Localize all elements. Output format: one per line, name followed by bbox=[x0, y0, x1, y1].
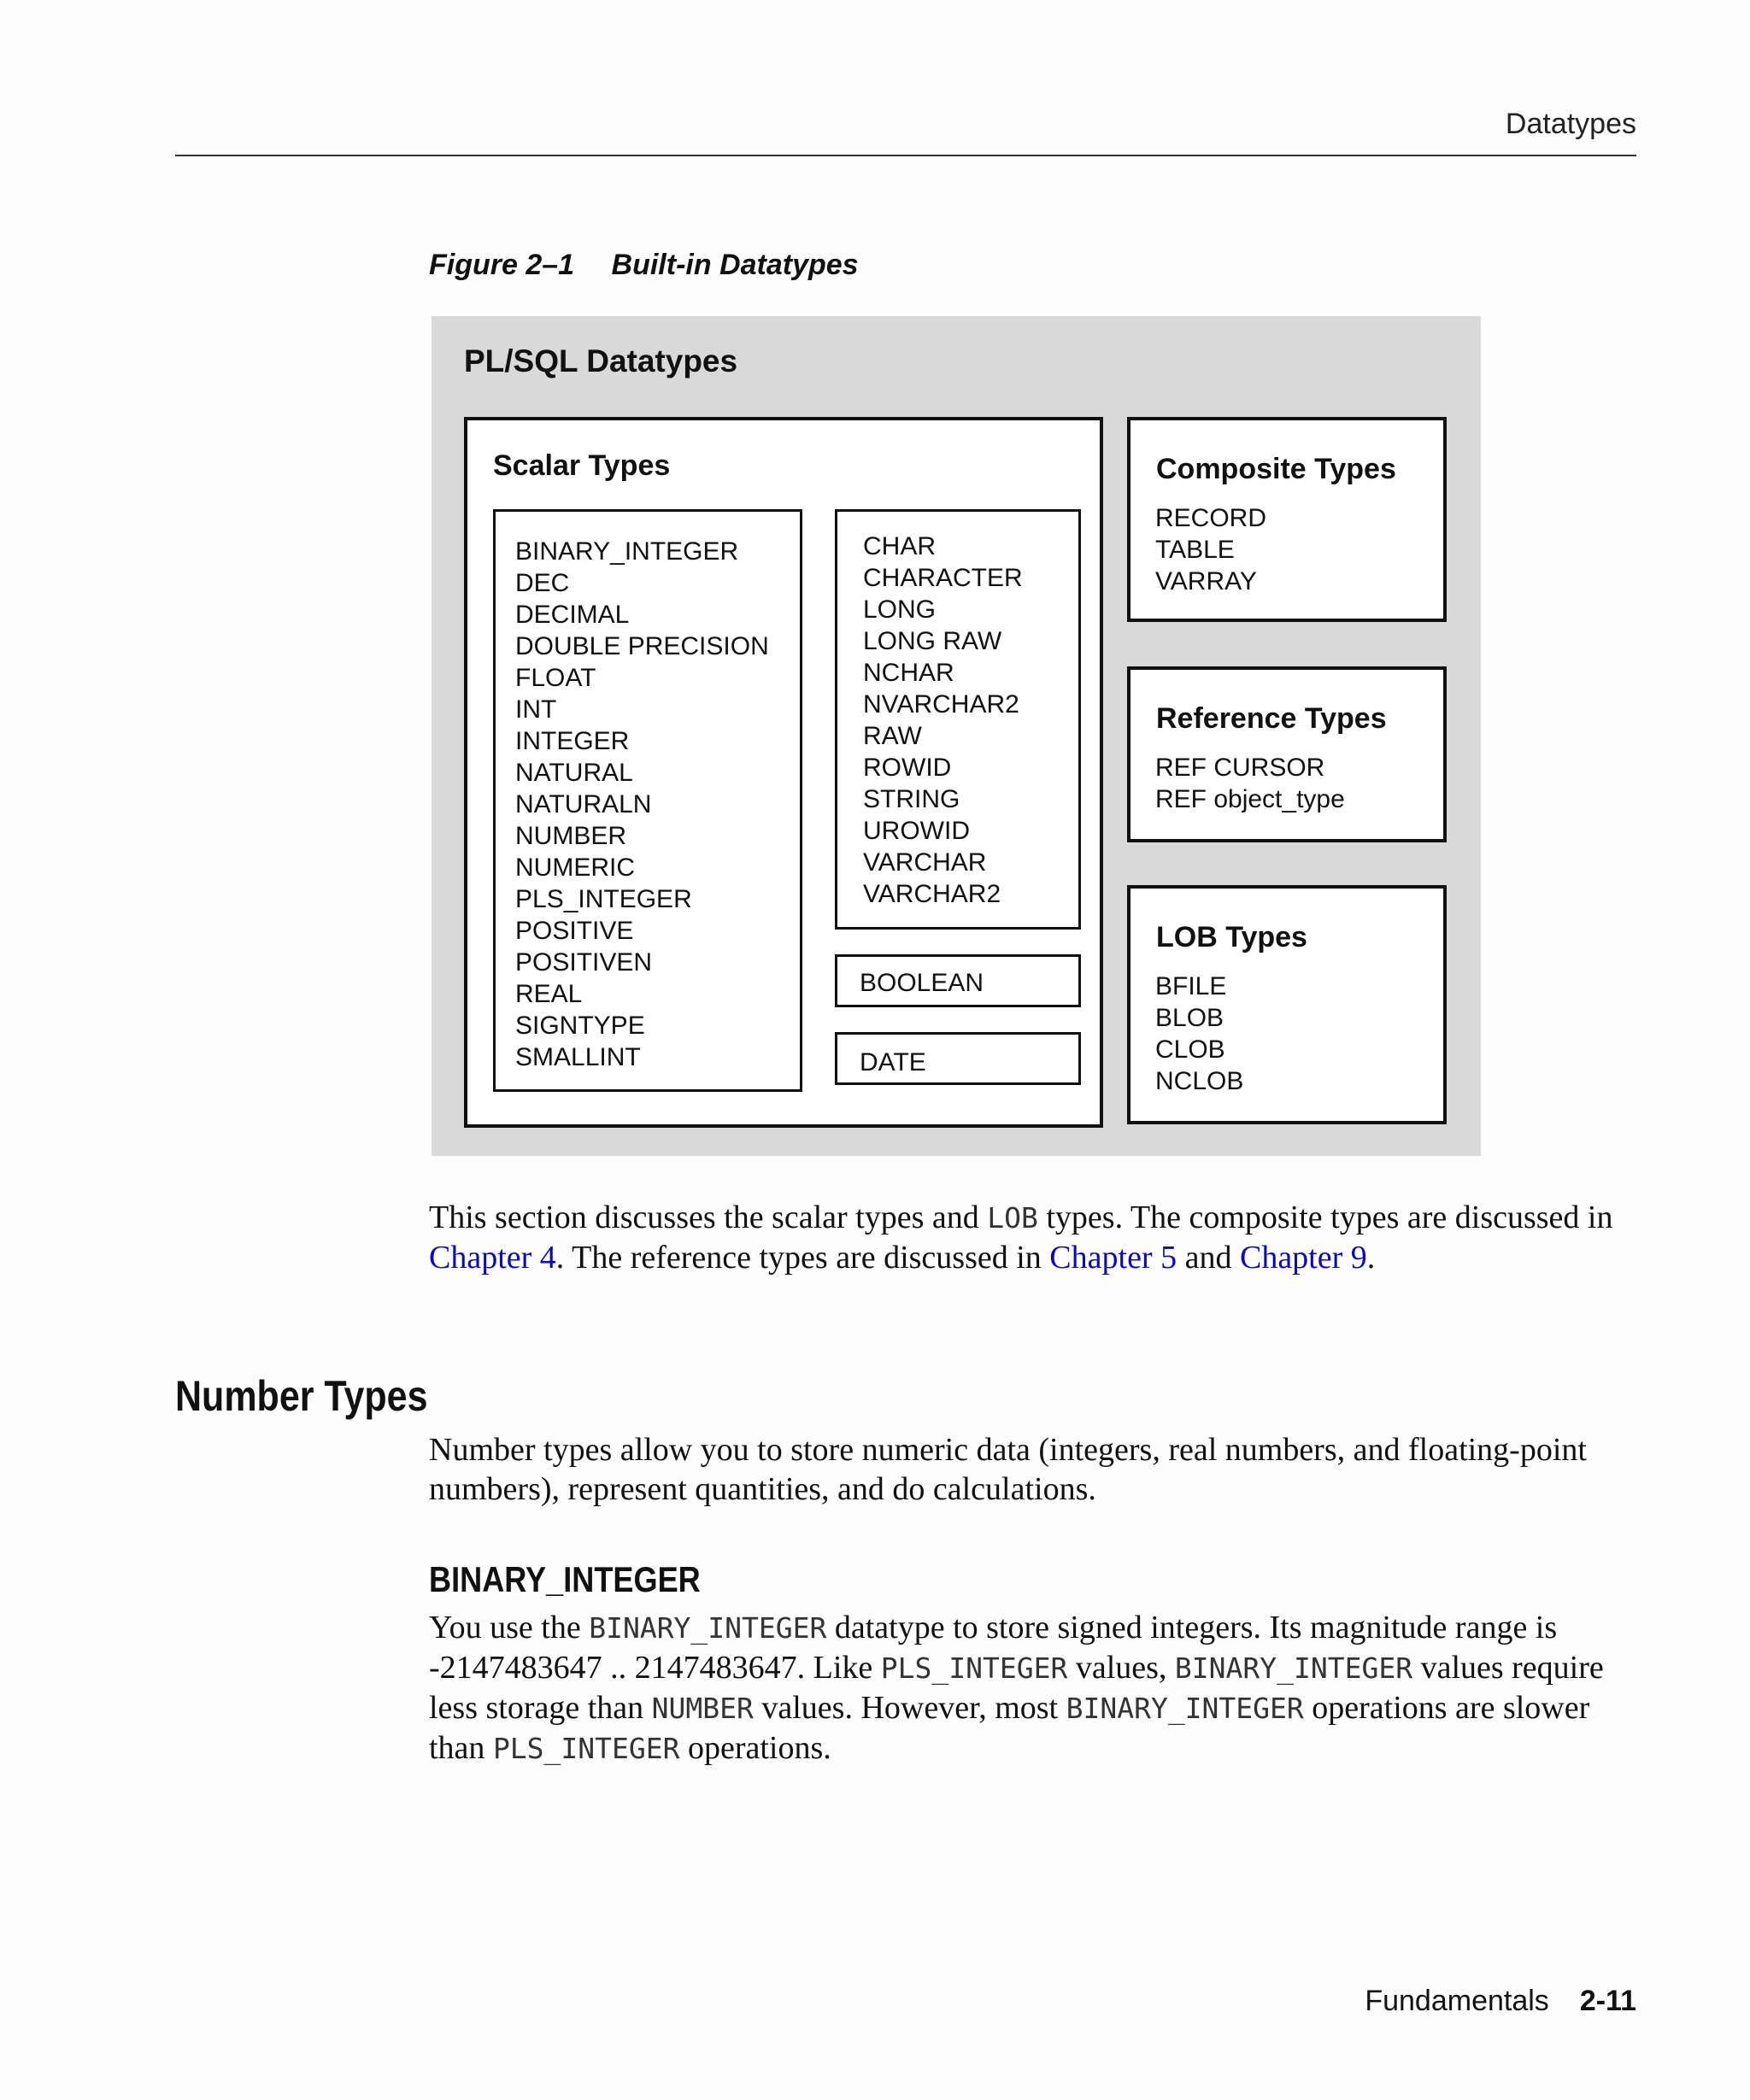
reference-types-title: Reference Types bbox=[1156, 702, 1387, 735]
footer-section: Fundamentals bbox=[1365, 1985, 1549, 2017]
code-binary-integer: BINARY_INTEGER bbox=[1174, 1651, 1413, 1685]
body-text: values require less storage than bbox=[429, 1650, 1604, 1726]
numeric-type-item: POSITIVE bbox=[515, 917, 634, 945]
numeric-type-item: DOUBLE PRECISION bbox=[515, 632, 769, 660]
composite-types-box bbox=[1127, 417, 1447, 622]
lob-types-list bbox=[1155, 971, 1243, 1097]
scalar-types-box bbox=[464, 417, 1103, 1128]
boolean-box bbox=[835, 954, 1081, 1007]
datatypes-diagram bbox=[432, 316, 1481, 1156]
lob-types-title: LOB Types bbox=[1156, 921, 1307, 953]
code-number: NUMBER bbox=[651, 1692, 754, 1725]
lob-types-box bbox=[1127, 885, 1447, 1124]
intro-paragraph bbox=[429, 1198, 1642, 1277]
lob-type-item: CLOB bbox=[1155, 1035, 1225, 1064]
lob-type-item: BLOB bbox=[1155, 1004, 1224, 1032]
body-text: operations. bbox=[679, 1730, 831, 1766]
character-type-item: UROWID bbox=[863, 817, 970, 845]
figure-caption bbox=[429, 249, 859, 282]
numeric-type-item: DEC bbox=[515, 569, 570, 597]
character-type-item: NCHAR bbox=[863, 659, 954, 687]
page-footer bbox=[1365, 1985, 1636, 2018]
numeric-types-list bbox=[515, 536, 769, 1073]
numeric-type-item: DECIMAL bbox=[515, 601, 630, 629]
intro-text: This section discusses the scalar types and bbox=[429, 1200, 988, 1235]
intro-text: . The reference types are discussed in bbox=[555, 1240, 1050, 1276]
figure-title: Built-in Datatypes bbox=[611, 249, 859, 281]
intro-text: and bbox=[1177, 1240, 1240, 1276]
character-type-item: STRING bbox=[863, 785, 960, 813]
page-number: 2-11 bbox=[1579, 1985, 1636, 2017]
composite-types-list bbox=[1155, 502, 1266, 597]
intro-text: types. The composite types are discussed in bbox=[1037, 1200, 1613, 1235]
character-type-item: VARCHAR bbox=[863, 848, 987, 877]
numeric-type-item: INT bbox=[515, 695, 557, 724]
reference-types-list bbox=[1155, 752, 1345, 815]
composite-types-title: Composite Types bbox=[1156, 453, 1396, 485]
figure-number: Figure 2–1 bbox=[429, 249, 575, 281]
body-text: You use the bbox=[429, 1610, 590, 1645]
numeric-type-item: NUMBER bbox=[515, 822, 627, 850]
numeric-type-item: SMALLINT bbox=[515, 1043, 641, 1071]
numeric-type-item: BINARY_INTEGER bbox=[515, 537, 739, 566]
diagram-title: PL/SQL Datatypes bbox=[464, 343, 738, 378]
character-types-list bbox=[863, 531, 1023, 910]
numeric-type-item: NUMERIC bbox=[515, 853, 635, 882]
character-type-item: CHAR bbox=[863, 532, 937, 560]
body-text: datatype to store signed integers. Its magnitude range is -2147483647 .. 2147483647. Like bbox=[429, 1610, 1558, 1686]
numeric-type-item: SIGNTYPE bbox=[515, 1012, 645, 1040]
numeric-type-item: NATURAL bbox=[515, 759, 633, 787]
reference-types-box bbox=[1127, 666, 1447, 842]
composite-type-item: RECORD bbox=[1155, 504, 1267, 532]
numeric-type-item: POSITIVEN bbox=[515, 948, 653, 977]
numeric-type-item: INTEGER bbox=[515, 727, 630, 755]
code-binary-integer: BINARY_INTEGER bbox=[1066, 1692, 1304, 1725]
character-type-item: LONG RAW bbox=[863, 627, 1002, 655]
numeric-type-item: FLOAT bbox=[515, 664, 596, 692]
chapter-4-link[interactable]: Chapter 4 bbox=[429, 1240, 556, 1276]
character-type-item: CHARACTER bbox=[863, 564, 1023, 592]
character-type-item: NVARCHAR2 bbox=[863, 690, 1019, 719]
composite-type-item: TABLE bbox=[1155, 536, 1235, 564]
character-type-item: LONG bbox=[863, 595, 937, 624]
lob-type-item: NCLOB bbox=[1155, 1067, 1244, 1095]
code-lob: LOB bbox=[987, 1201, 1038, 1235]
scalar-types-title: Scalar Types bbox=[493, 449, 671, 482]
binary-integer-paragraph bbox=[429, 1608, 1642, 1769]
date-box bbox=[835, 1032, 1081, 1085]
chapter-9-link[interactable]: Chapter 9 bbox=[1239, 1240, 1367, 1276]
character-type-item: RAW bbox=[863, 722, 922, 750]
reference-type-item: REF object_type bbox=[1155, 785, 1345, 813]
body-text: values. However, most bbox=[753, 1690, 1066, 1726]
intro-text: . bbox=[1366, 1240, 1376, 1276]
reference-type-item: REF CURSOR bbox=[1155, 754, 1325, 782]
numeric-types-box bbox=[493, 509, 802, 1092]
character-type-item: ROWID bbox=[863, 754, 952, 782]
lob-type-item: BFILE bbox=[1155, 972, 1227, 1000]
number-types-heading: Number Types bbox=[175, 1372, 428, 1420]
code-pls-integer: PLS_INTEGER bbox=[492, 1732, 680, 1765]
numeric-type-item: NATURALN bbox=[515, 790, 652, 818]
boolean-type: BOOLEAN bbox=[860, 969, 984, 997]
number-types-paragraph: Number types allow you to store numeric data (integers, real numbers, and floating-point numbers), represent quantities, and do calculations. bbox=[429, 1432, 1587, 1507]
character-type-item: VARCHAR2 bbox=[863, 880, 1001, 908]
date-type: DATE bbox=[860, 1048, 926, 1076]
body-text: values, bbox=[1067, 1650, 1175, 1686]
numeric-type-item: REAL bbox=[515, 980, 583, 1008]
chapter-5-link[interactable]: Chapter 5 bbox=[1049, 1240, 1177, 1276]
character-types-box bbox=[835, 509, 1081, 930]
running-header: Datatypes bbox=[1505, 108, 1636, 140]
numeric-type-item: PLS_INTEGER bbox=[515, 885, 692, 913]
header-divider bbox=[175, 155, 1636, 156]
binary-integer-heading: BINARY_INTEGER bbox=[429, 1559, 701, 1599]
code-pls-integer: PLS_INTEGER bbox=[880, 1651, 1068, 1685]
composite-type-item: VARRAY bbox=[1155, 567, 1257, 595]
body-text: operations are slower than bbox=[429, 1690, 1590, 1766]
code-binary-integer: BINARY_INTEGER bbox=[589, 1611, 827, 1645]
